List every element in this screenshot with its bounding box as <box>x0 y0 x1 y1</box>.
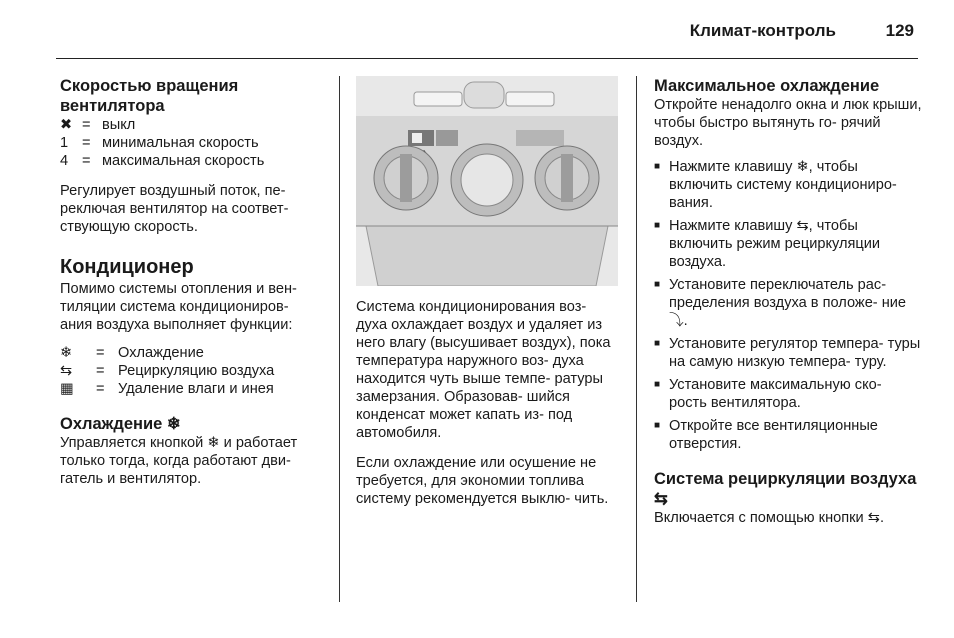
list-item: ❄ = Охлаждение <box>60 345 204 361</box>
ac-heading: Кондиционер <box>60 256 194 278</box>
ac-intro: Помимо системы отопления и вен- тиляции система кондициониров- ания воздуха выполняет функции: <box>60 281 297 333</box>
fan-speed-heading: Скоростью вращения вентилятора <box>60 77 239 115</box>
cooling-text: Управляется кнопкой ❄ и работает только тогда, когда работают дви- гатель и вентилятор. <box>60 435 298 487</box>
max-cooling-steps <box>654 158 922 453</box>
ac-off-text: Если охлаждение или осушение не требуется, для экономии топлива систему рекомендуется выклю- чить. <box>356 455 609 507</box>
list-item: 4 = максимальная скорость <box>60 153 265 169</box>
list-item: ⇆ = Рециркуляцию воздуха <box>60 363 275 379</box>
cooling-heading: Охлаждение ❄ <box>60 415 181 433</box>
ac-function-list <box>60 344 322 398</box>
fan-description: Регулирует воздушный поток, пе- реключая вентилятор на соответ- ствующую скорость. <box>60 183 289 235</box>
page-header-title: Климат-контроль <box>689 21 836 40</box>
defrost-icon: ▦ <box>60 381 74 397</box>
list-item: 1 = минимальная скорость <box>60 135 259 151</box>
max-cooling-intro: Откройте ненадолго окна и люк крыши, чтобы быстро вытянуть го- рячий воздух. <box>654 97 922 149</box>
max-cooling-heading: Максимальное охлаждение <box>654 77 880 95</box>
snowflake-icon: ❄ <box>60 345 73 361</box>
list-item: ▦ = Удаление влаги и инея <box>60 381 274 397</box>
recirculation-icon: ⇆ <box>654 490 668 508</box>
list-item: ■ Установите максимальную ско- рость вентилятора. <box>654 376 922 412</box>
recirculation-heading: Система рециркуляции воздуха ⇆ <box>654 470 917 508</box>
fan-speed-list <box>60 116 322 170</box>
list-item: ✖ = выкл <box>60 117 136 133</box>
snowflake-icon: ❄ <box>166 415 181 433</box>
list-item: ■ Установите регулятор темпера- туры на самую низкую темпера- туру. <box>654 335 922 371</box>
column-right <box>654 76 922 527</box>
column-divider <box>636 76 637 602</box>
page-number: 129 <box>885 21 914 40</box>
column-divider <box>339 76 340 602</box>
column-left <box>60 76 322 488</box>
recirculation-text: Включается с помощью кнопки ⇆. <box>654 510 885 526</box>
control-panel-drawing <box>356 76 618 286</box>
list-item: ■ Откройте все вентиляционные отверстия. <box>654 417 922 453</box>
list-item: ■ Нажмите клавишу ⇆, чтобы включить режим рециркуляции воздуха. <box>654 217 922 271</box>
recirculation-icon: ⇆ <box>60 363 73 379</box>
ac-system-text: Система кондиционирования воз- духа охлаждает воздух и удаляет из него влагу (высушивает воздух), пока температура наружного воз- духа находится чуть выше темпе- ратуры замерзания. Образовав- шийся конденсат может капать из- под автомобиля. <box>356 299 611 441</box>
list-item: ■ Установите переключатель рас- пределения воздуха в положе- ние ⤵. <box>654 276 922 330</box>
column-middle <box>356 76 618 508</box>
control-panel-illustration <box>356 76 618 286</box>
header-rule <box>56 58 918 59</box>
list-item: ■ Нажмите клавишу ❄, чтобы включить систему кондициониро- вания. <box>654 158 922 212</box>
